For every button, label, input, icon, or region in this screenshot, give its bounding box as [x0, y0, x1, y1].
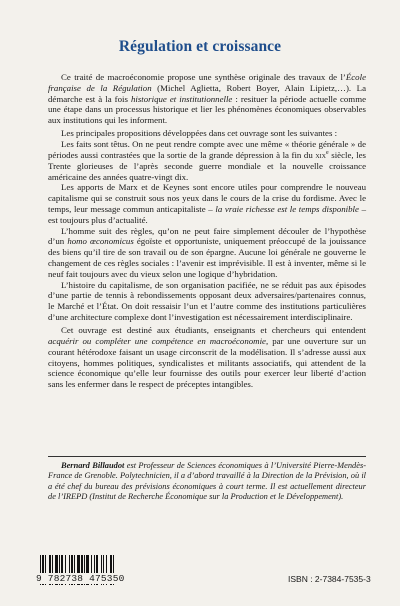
paragraph-rules: L’homme suit des règles, qu’on ne peut faire simplement découler de l’hypothèse d’un homo œconomicus égoïste et opportuniste, uniquement préoccupé de la jouissance des biens qu’il tire de son travail ou de son épargne. Aucune loi générale ne gouverne le changement de ces règles sociales : l’avenir est imprévisible. Il est à inventer, même si le neuf fait toujours avec du vieux selon une logique d’hybridation. — [48, 225, 367, 279]
paragraph-facts: Les faits sont têtus. On ne peut rendre compte avec une même « théorie générale » de périodes aussi contrastées que la sortie de la grande dépression à la fin du xix$^e$ siècle, les Trente glorieuses de l’après seconde guerre mondiale et la nouvelle croissance américaine des années quatre-vingt dix. — [48, 139, 366, 182]
book-title: Régulation et croissance — [118, 38, 282, 55]
quote-competence: acquérir ou compléter une compétence en macroéconomie — [48, 335, 266, 346]
school-name: École française de la Régulation — [48, 72, 366, 93]
century-numeral: xix — [315, 149, 327, 160]
paragraph-capitalism-history: L’histoire du capitalisme, de son organisation pacifiée, ne se réduit pas aux épisodes d’une partie de tennis à rebondissements opposant deux adversaires/partenaires connus, le Marché et l’État. On doit ressaisir l’un et l’autre comme des institutions particulières d’une architecture complexe dont l’investigation est nécessairement interdisciplinaire. — [48, 279, 366, 322]
author-bio-text: est Professeur de Sciences économiques à l’Université Pierre-Mendès-France de Grenoble. Polytechnicien, il a d’abord travaillé à la Direction de la Prévision, où il a été chef du bureau des prévisions économiques à court terme. Il est actuellement directeur de l’IREPD (Institut de Recherche Économique sur la Production et le Développement). — [48, 461, 367, 501]
homo-oeconomicus: homo œconomicus — [67, 236, 134, 247]
isbn-label: ISBN : 2-7384-7535-3 — [288, 574, 371, 584]
author-bio — [48, 461, 366, 502]
paragraph-intro: Ce traité de macroéconomie propose une synthèse originale des travaux de l’École française de la Régulation (Michel Aglietta, Robert Boyer, Alain Lipietz,…). La démarche est à la fois historique et institutionnelle : resituer la période actuelle comme une étape dans un processus historique et lier les phénomènes économiques observables aux institutions qui les informent. — [48, 72, 366, 126]
barcode-number: 9 782738 475350 — [36, 573, 146, 584]
paragraph-audience: Cet ouvrage est destiné aux étudiants, enseignants et chercheurs qui entendent acquérir ou compléter une compétence en macroéconomie, par une ouverture sur un courant hétérodoxe faisant un usage circonscrit de la modélisation. Il s’adresse aussi aux citoyens, hommes politiques, syndicalistes et militants associatifs, qui attendent de la science économique qu’elle leur fournisse des outils pour exercer leur liberté d’action sans les enfermer dans le respect de préceptes intangibles. — [48, 325, 366, 390]
author-name: Bernard Billaudot — [61, 461, 125, 470]
quote-richesse: la vraie richesse est le temps disponible — [215, 203, 359, 214]
blurb-text — [48, 72, 366, 392]
divider — [48, 456, 366, 457]
approach-emphasis: historique et institutionnelle — [130, 93, 233, 104]
paragraph-marx-keynes: Les apports de Marx et de Keynes sont encore utiles pour comprendre le nouveau capitalisme qui se construit sous nos yeux dans le cours de la crise du fordisme. Avec le temps, leur message commun anticapitaliste – la vraie richesse est le temps disponible – est toujours plus d’actualité. — [48, 182, 366, 225]
paragraph-propositions-lead: Les principales propositions développées dans cet ouvrage sont les suivantes : — [61, 128, 338, 139]
